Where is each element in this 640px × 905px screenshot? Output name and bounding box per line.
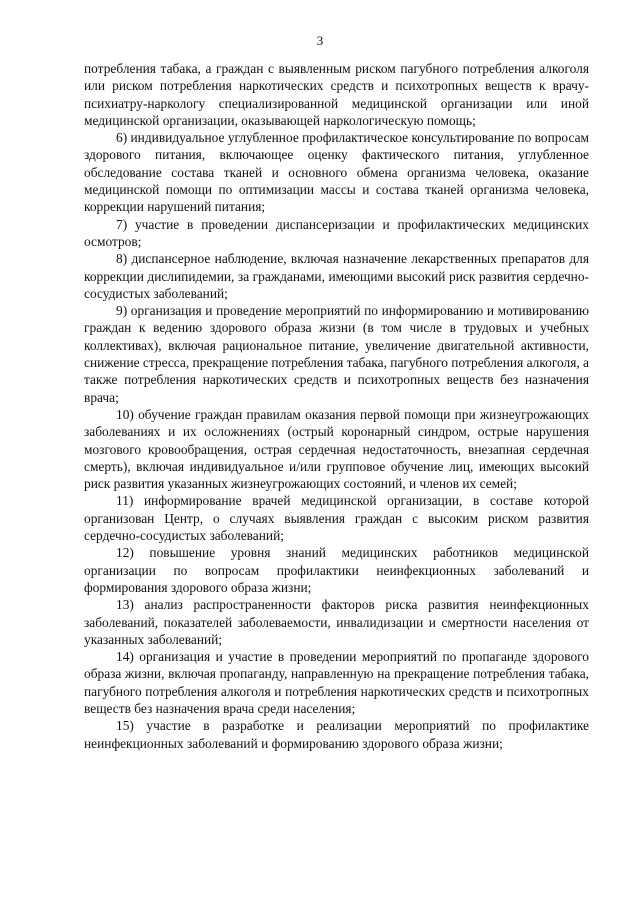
page-number: 3 <box>316 33 324 48</box>
paragraph-item-6: 6) индивидуальное углубленное профилактическое консультирование по вопросам здорового питания, включающее оценку фактического питания, углубленное обследование состава тканей и основного обмена организма человека, оказание медицинской помощи по оптимизации массы и состава тканей организма человека, коррекции нарушений питания; <box>84 130 589 215</box>
paragraph-item-13: 13) анализ распространенности факторов риска развития неинфекционных заболеваний, показателей заболеваемости, инвалидизации и смертности населения от указанных заболеваний; <box>84 597 589 647</box>
document-body <box>84 60 589 752</box>
paragraph-item-12: 12) повышение уровня знаний медицинских работников медицинской организации по вопросам профилактики неинфекционных заболеваний и формирования здорового образа жизни; <box>84 545 589 595</box>
paragraph-item-8: 8) диспансерное наблюдение, включая назначение лекарственных препаратов для коррекции дислипидемии, за гражданами, имеющими высокий риск развития сердечно-сосудистых заболеваний; <box>84 251 589 301</box>
paragraph-item-14: 14) организация и участие в проведении мероприятий по пропаганде здорового образа жизни, включая пропаганду, направленную на прекращение потребления табака, пагубного потребления алкоголя и потребления наркотических средств и психотропных веществ без назначения врача среди населения; <box>84 649 589 716</box>
paragraph-item-10: 10) обучение граждан правилам оказания первой помощи при жизнеугрожающих заболеваниях и их осложнениях (острый коронарный синдром, острые нарушения мозгового кровообращения, острая сердечная недостаточность, внезапная сердечная смерть), включая индивидуальное и/или групповое обучение лиц, имеющих высокий риск развития указанных жизнеугрожающих состояний, и членов их семей; <box>84 406 589 492</box>
paragraph-item-9: 9) организация и проведение мероприятий по информированию и мотивированию граждан к ведению здорового образа жизни (в том числе в трудовых и учебных коллективах), включая рациональное питание, увеличение двигательной активности, снижение стресса, прекращение потребления табака, пагубного потребления алкоголя, а также потребления наркотических средств и психотропных веществ без назначения врача; <box>84 303 590 405</box>
paragraph-item-7: 7) участие в проведении диспансеризации и профилактических медицинских осмотров; <box>84 216 589 249</box>
paragraph-item-15: 15) участие в разработке и реализации мероприятий по профилактике неинфекционных заболеваний и формированию здорового образа жизни; <box>84 718 589 751</box>
paragraph-item-11: 11) информирование врачей медицинской организации, в составе которой организован Центр, о случаях выявления граждан с высоким риском развития сердечно-сосудистых заболеваний; <box>84 493 589 544</box>
paragraph-continuation: потребления табака, а граждан с выявленным риском пагубного потребления алкоголя или риском потребления наркотических средств и психотропных веществ к врачу-психиатру-наркологу специализированной медицинской организации или иной медицинской организации, оказывающей наркологическую помощь; <box>84 61 589 128</box>
